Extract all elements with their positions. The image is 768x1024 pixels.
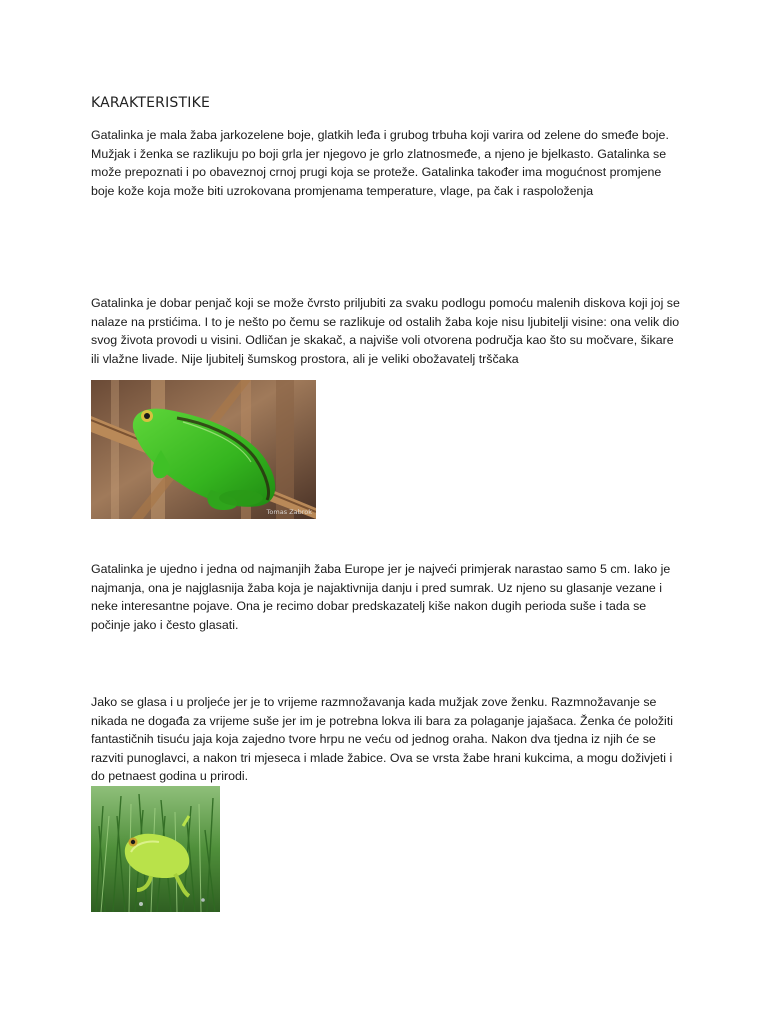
paragraph-reproduction: Jako se glasa i u proljeće jer je to vrijeme razmnožavanja kada mužjak zove ženku. Razmnožavanje se nikada ne događa za vrijeme suše jer im je potrebna lokva ili bara za polaganje jajašaca. Ženka će položiti fantastičnih tisuću jaja koja zajedno tvore hrpu ne veću od jednog oraha. Nakon dva tjedna iz njih će se razviti punoglavci, a nakon tri mjeseca i mlade žabice. Ova se vrsta žabe hrani kukcima, a mogu doživjeti i do petnaest godina u prirodi. xyxy=(91,695,674,784)
page-heading: KARAKTERISTIKE xyxy=(91,95,210,111)
paragraph-climbing: Gatalinka je dobar penjač koji se može čvrsto priljubiti za svaku podlogu pomoću malenih diskova koji joj se nalaze na prstićima. I to je nešto po čemu se razlikuje od ostalih žaba koje nisu ljubitelji visine: ona velik dio svog života provodi u visini. Odličan je skakač, a najviše voli otvorena područja kao što su močvare, šikare ili vlažne livade. Nije ljubitelj šumskog prostora, ali je veliki obožavatelj trščaka xyxy=(91,296,680,366)
photo-tree-frog-in-grass xyxy=(91,786,220,912)
photo-tree-frog-on-reed xyxy=(91,380,316,519)
frog-in-grass-illustration xyxy=(91,786,220,912)
photo-credit: Tomas Zabrok xyxy=(266,508,312,516)
paragraph-size-and-voice: Gatalinka je ujedno i jedna od najmanjih žaba Europe jer je najveći primjerak narastao samo 5 cm. Iako je najmanja, ona je najglasnija žaba koja je najaktivnija danju i pred sumrak. Uz njeno su glasanje vezane i neke interesantne pojave. Ona je recimo dobar predskazatelj kiše nakon dugih perioda suše i tada se počinje jako i često glasati. xyxy=(91,562,671,632)
frog-on-reed-illustration xyxy=(91,380,316,519)
paragraph-appearance: Gatalinka je mala žaba jarkozelene boje, glatkih leđa i grubog trbuha koji varira od zelene do smeđe boje. Mužjak i ženka se razlikuju po boji grla jer njegovo je grlo zlatnosmeđe, a njeno je bjelkasto. Gatalinka se može prepoznati i po obaveznoj crnoj prugi koja se proteže. Gatalinka također ima mogućnost promjene boje kože koja može biti uzrokovana promjenama temperature, vlage, pa čak i raspoloženja xyxy=(91,128,669,198)
